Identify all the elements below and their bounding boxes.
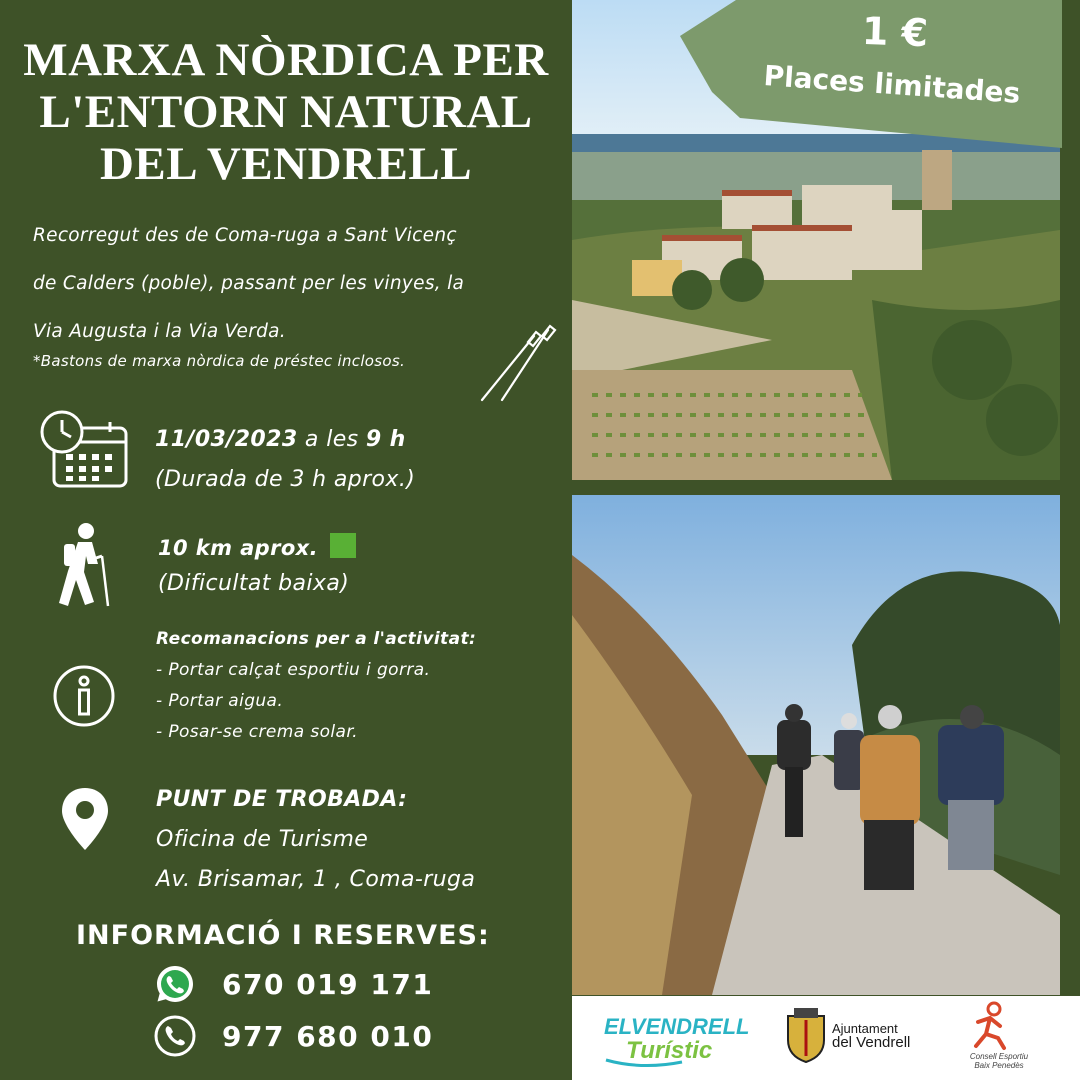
date-block [155,420,415,500]
distance-block [158,530,356,602]
event-duration: (Durada de 3 h aprox.) [155,467,416,492]
distance-line [158,530,356,566]
ajuntament-line-1: Ajuntament [832,1021,898,1036]
recommendation-item: - Portar calçat esportiu i gorra. [156,660,431,680]
date-connector: a les [297,427,366,452]
runner-logo-icon [972,1002,1008,1048]
title-line-2: L'ENTORN NATURAL [39,86,533,138]
walkers-photo [572,495,1060,995]
consell-logo-text [954,1052,1044,1070]
date-line [155,420,415,460]
description-line-1: Recorregut des de Coma-ruga a Sant Vicenç [33,225,457,246]
sponsor-logos [572,996,1080,1080]
hiker-icon [52,522,112,608]
description-line-3: Via Augusta i la Via Verda. [33,321,286,342]
svg-text:Turístic: Turístic [626,1037,713,1064]
phone-icon [154,1015,196,1057]
poles-note: *Bastons de marxa nòrdica de préstec inclosos. [33,352,406,370]
svg-text:ELVENDRELL: ELVENDRELL [604,1014,750,1039]
recommendation-item: - Portar aigua. [156,691,284,711]
meeting-place: Oficina de Turisme [156,827,369,852]
meeting-point-block [156,780,475,900]
route-description [33,212,553,356]
consell-line-2: Baix Penedès [974,1061,1024,1070]
ajuntament-crest-icon [784,1006,828,1064]
description-line-2: de Calders (poble), passant per les vinyes, la [33,273,465,294]
location-pin-icon [60,786,110,852]
nordic-poles-icon [478,322,558,404]
difficulty-level: (Dificultat baixa) [158,571,350,596]
whatsapp-icon [154,963,196,1005]
meeting-point-heading: PUNT DE TROBADA: [156,787,408,812]
meeting-address: Av. Brisamar, 1 , Coma-ruga [156,867,476,892]
recommendations-heading: Recomanacions per a l'activitat: [156,629,477,649]
info-icon [52,664,116,728]
contact-heading: INFORMACIÓ I RESERVES: [76,920,490,951]
vendrell-turistic-logo [602,1008,750,1070]
difficulty-indicator [330,533,356,558]
ajuntament-logo-text [832,1022,910,1050]
whatsapp-number[interactable]: 670 019 171 [222,968,434,1001]
consell-line-1: Consell Esportiu [969,1052,1029,1061]
price-label: 1 € [861,8,929,56]
distance-value: 10 km aprox. [158,536,319,560]
phone-number[interactable]: 977 680 010 [222,1020,434,1053]
event-time: 9 h [365,427,406,452]
event-date: 11/03/2023 [155,427,298,452]
recommendations-block [156,624,476,748]
ajuntament-line-2: del Vendrell [832,1034,911,1051]
recommendation-item: - Posar-se crema solar. [156,722,358,742]
title-line-1: MARXA NÒRDICA PER [23,34,549,86]
page-title [10,34,562,190]
calendar-clock-icon [36,408,130,490]
limited-places-label: Places limitades [762,59,1022,110]
title-line-3: DEL VENDRELL [99,138,473,190]
